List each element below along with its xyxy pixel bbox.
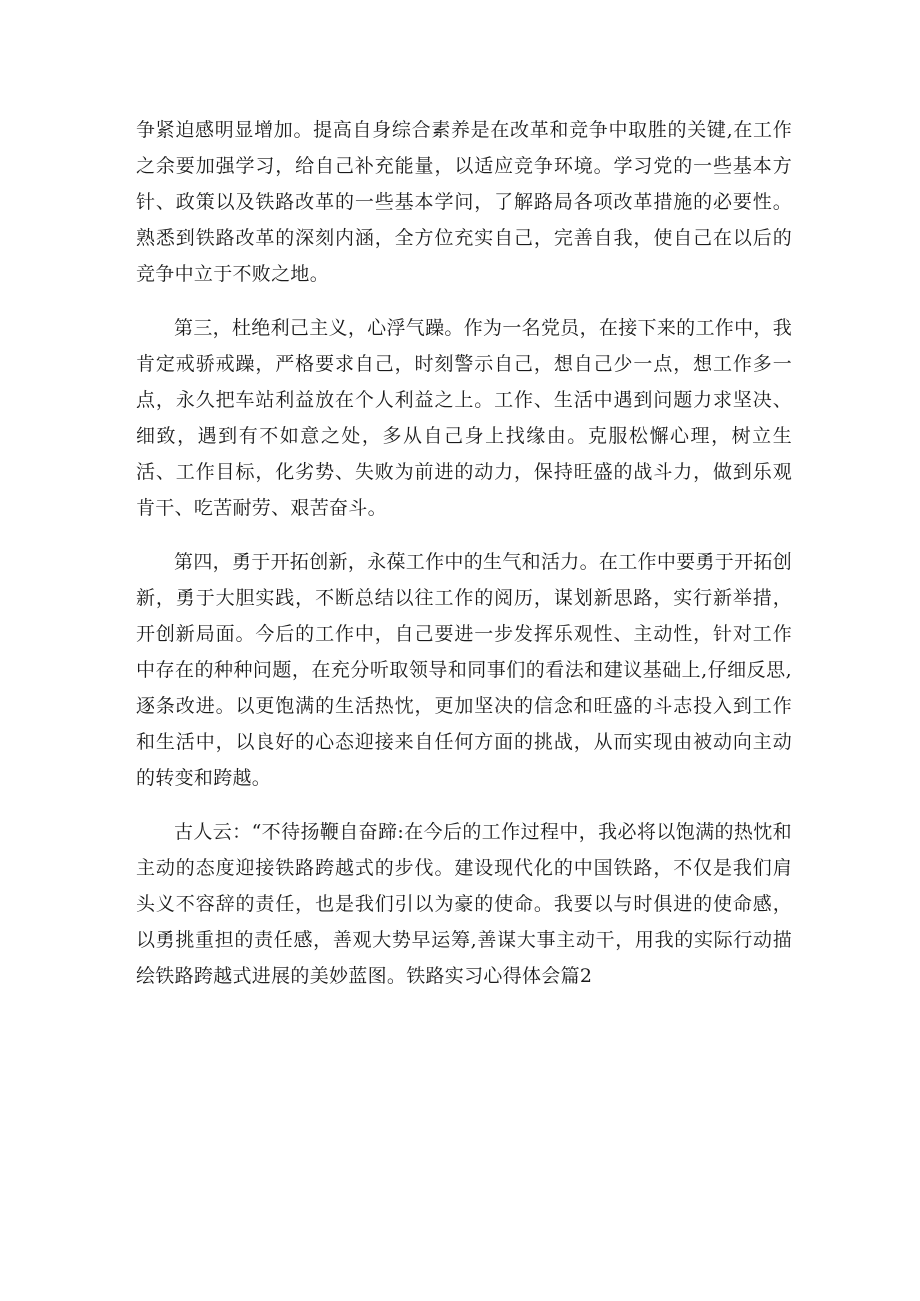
paragraph-continuation: 争紧迫感明显增加。提高自身综合素养是在改革和竞争中取胜的关键,在工作之余要加强学习，给自己补充能量，以适应竞争环境。学习党的一些基本方针、政策以及铁路改革的一些基本学问，了解路局各项改革措施的必要性。熟悉到铁路改革的深刻内涵，全方位充实自己，完善自我，使自己在以后的竞争中立于不败之地。 bbox=[136, 119, 792, 285]
paragraph-fourth-point: 第四，勇于开拓创新，永葆工作中的生气和活力。在工作中要勇于开拓创新，勇于大胆实践，不断总结以往工作的阅历，谋划新思路，实行新举措，开创新局面。今后的工作中，自己要进一步发挥乐观性、主动性，针对工作中存在的种种问题，在充分听取领导和同事们的看法和建议基础上,仔细反思,逐条改进。以更饱满的生活热忱，更加坚决的信念和旺盛的斗志投入到工作和生活中，以良好的心态迎接来自任何方面的挑战，从而实现由被动向主动的转变和跨越。 bbox=[136, 551, 792, 789]
document-body bbox=[136, 112, 792, 1012]
paragraph-conclusion: 古人云：“不待扬鞭自奋蹄:在今后的工作过程中，我必将以饱满的热忱和主动的态度迎接铁路跨越式的步伐。建设现代化的中国铁路，不仅是我们肩头义不容辞的责任，也是我们引以为豪的使命。我要以与时俱进的使命感，以勇挑重担的责任感，善观大势早运筹,善谋大事主动干，用我的实际行动描绘铁路跨越式进展的美妙蓝图。铁路实习心得体会篇2 bbox=[136, 821, 792, 987]
paragraph-third-point: 第三，杜绝利己主义，心浮气躁。作为一名党员，在接下来的工作中，我肯定戒骄戒躁，严格要求自己，时刻警示自己，想自己少一点，想工作多一点，永久把车站利益放在个人利益之上。工作、生活中遇到问题力求坚决、细致，遇到有不如意之处，多从自己身上找缘由。克服松懈心理，树立生活、工作目标，化劣势、失败为前进的动力，保持旺盛的战斗力，做到乐观肯干、吃苦耐劳、艰苦奋斗。 bbox=[136, 317, 792, 519]
